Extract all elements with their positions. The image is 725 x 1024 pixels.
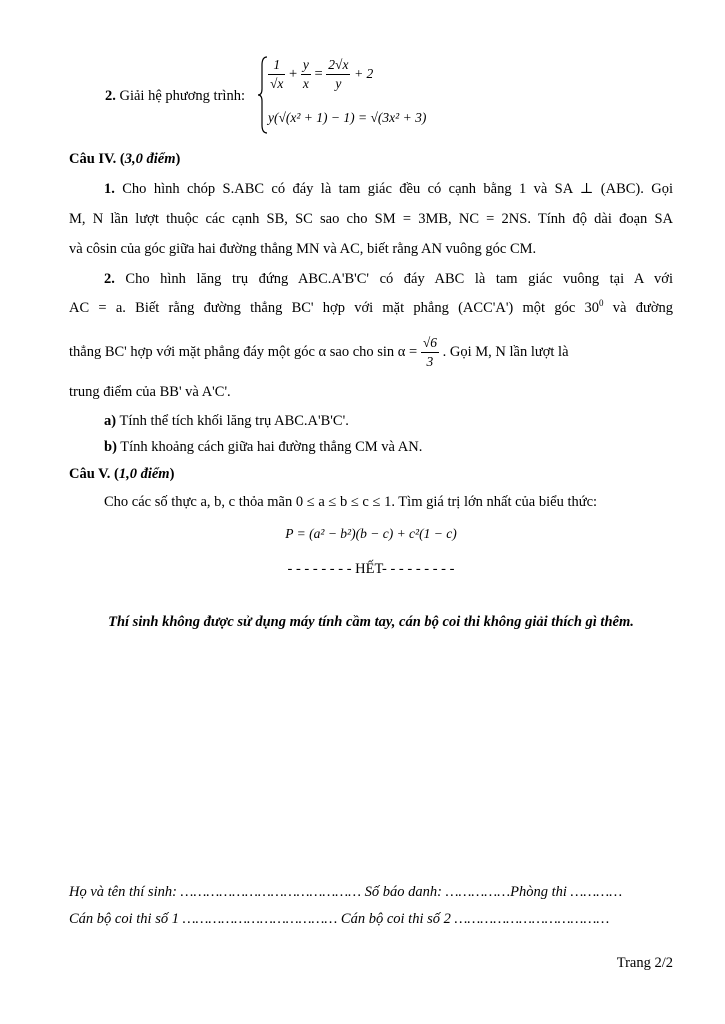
eq1-fraction-2: $\frac{y}{x}$ [302,57,309,91]
problem-text: Giải hệ phương trình: [119,88,245,104]
problem-number: 2. [105,88,116,104]
q2-line-3: thẳng BC' hợp với mặt phẳng đáy một góc α sao cho sin α = $\frac{√6}{3}$ . Gọi M, N lần lượt là [69,335,569,369]
equation-2: y(√(x² + 1) − 1) = √(3x² + 3) [268,110,427,125]
q2-line-1: 2. Cho hình lăng trụ đứng ABC.A'B'C' có đáy ABC là tam giác vuông tại A với [104,271,673,287]
q2-part-a: a) Tính thể tích khối lăng trụ ABC.A'B'C'. [104,413,349,429]
section-v-text: Cho các số thực a, b, c thỏa mãn 0 ≤ a ≤ b ≤ c ≤ 1. Tìm giá trị lớn nhất của biểu thức: [104,494,598,510]
candidate-info-line: Họ và tên thí sinh: …………………………………… Số báo danh: ……………Phòng thi ………… [69,884,623,900]
equation-1: $\frac{1}{√x}$ + $\frac{y}{x}$ = $\frac{2√x}{y}$ + 2 [270,57,374,91]
sin-alpha-fraction: $\frac{√6}{3}$ [422,335,437,369]
proctor-info-line: Cán bộ coi thi số 1 ……………………………… Cán bộ coi thi số 2 ……………………………… [69,911,610,927]
q2-line-4: trung điểm của BB' và A'C'. [69,384,231,400]
q1-line-1: 1. Cho hình chóp S.ABC có đáy là tam giác đều có cạnh bằng 1 và SA ⊥ (ABC). Gọi [104,181,674,197]
section-v-heading: Câu V. (1,0 điểm) [69,466,175,482]
q2-line-2: AC = a. Biết rằng đường thẳng BC' hợp với mặt phẳng (ACC'A') một góc $30^0$ và đường [69,298,673,316]
problem-2-label [105,88,245,105]
end-marker: - - - - - - - - HẾT- - - - - - - - - [287,561,455,577]
q1-line-3: và côsin của góc giữa hai đường thẳng MN và AC, biết rằng AN vuông góc CM. [69,241,537,257]
page-number: Trang 2/2 [616,955,673,971]
eq1-fraction-1: $\frac{1}{√x}$ [270,57,284,91]
section-v-formula: P = (a² − b²)(b − c) + c²(1 − c) [285,526,457,541]
q2-part-b: b) Tính khoảng cách giữa hai đường thẳng CM và AN. [104,439,423,455]
exam-notice: Thí sinh không được sử dụng máy tính cầm tay, cán bộ coi thi không giải thích gì thêm. [108,614,634,630]
eq1-fraction-3: $\frac{2√x}{y}$ [328,57,349,91]
section-iv-heading: Câu IV. (3,0 điểm) [69,151,181,167]
q1-line-2: M, N lần lượt thuộc các cạnh SB, SC sao cho SM = 3MB, NC = 2NS. Tính độ dài đoạn SA [69,211,673,227]
